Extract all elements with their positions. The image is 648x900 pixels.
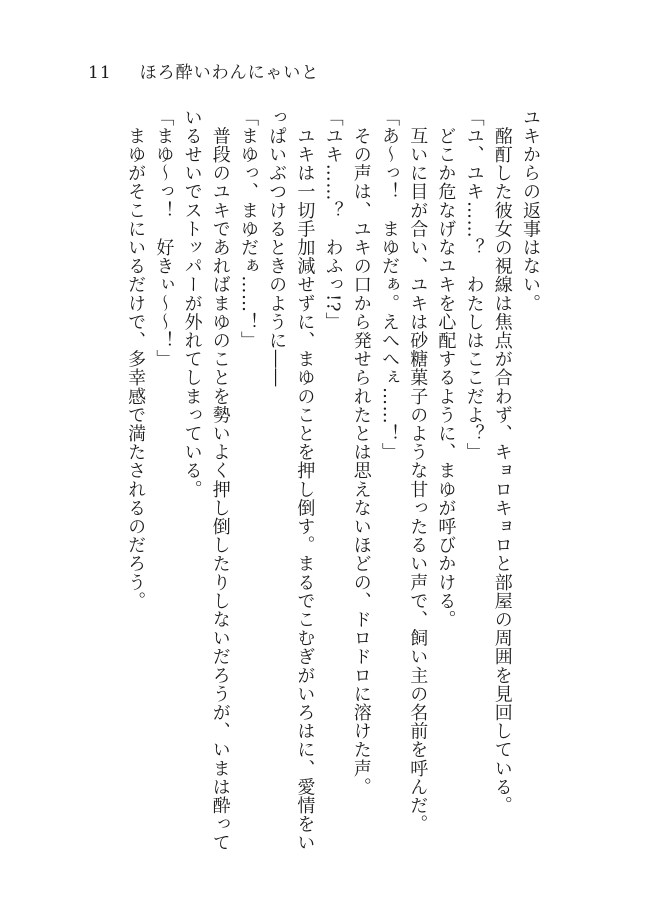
text-line: 互いに目が合い、ユキは砂糖菓子のような甘ったるい声で、飼い主の名前を呼んだ。 [407,108,429,834]
text-line: 「ユキ……？ わふっ!?」 [322,108,344,331]
chapter-title: ほろ酔いわんにゃいと [139,63,320,83]
text-line: 「あ〜っ！ まゆだぁ。えへへぇ……！」 [378,108,400,462]
text-line: その声は、ユキの口から発せられたとは思えないほどの、ドロドロに溶けた声。 [350,108,372,797]
text-line: まゆがそこにいるだけで、多幸感で満たされるのだろう。 [125,108,147,611]
running-head [88,62,319,84]
text-line: いるせいでストッパーが外れてしまっている。 [181,108,203,499]
text-line: 酩酊した彼女の視線は焦点が合わず、キョロキョロと部屋の周囲を見回している。 [491,108,513,815]
text-line: 「まゆ〜っ！ 好きぃ〜〜！」 [153,108,175,369]
text-line: 普段のユキであればまゆのことを勢いよく押し倒したりしないだろうが、いまは酔って [209,108,231,852]
text-line: ユキからの返事はない。 [520,108,541,313]
body-text [0,108,648,888]
text-line: どこか危なげなユキを心配するように、まゆが呼びかける。 [435,108,457,629]
text-line: ユキは一切手加減せずに、まゆのことを押し倒す。まるでこむぎがいろはに、愛情をい [294,108,316,852]
page-number: 11 [88,63,112,83]
text-line: 「ユ、ユキ……？ わたしはここだよ？」 [463,108,485,462]
text-line: っぱいぶつけるときのように―― [266,108,288,387]
text-line: 「まゆっ、まゆだぁ……！」 [237,108,259,350]
